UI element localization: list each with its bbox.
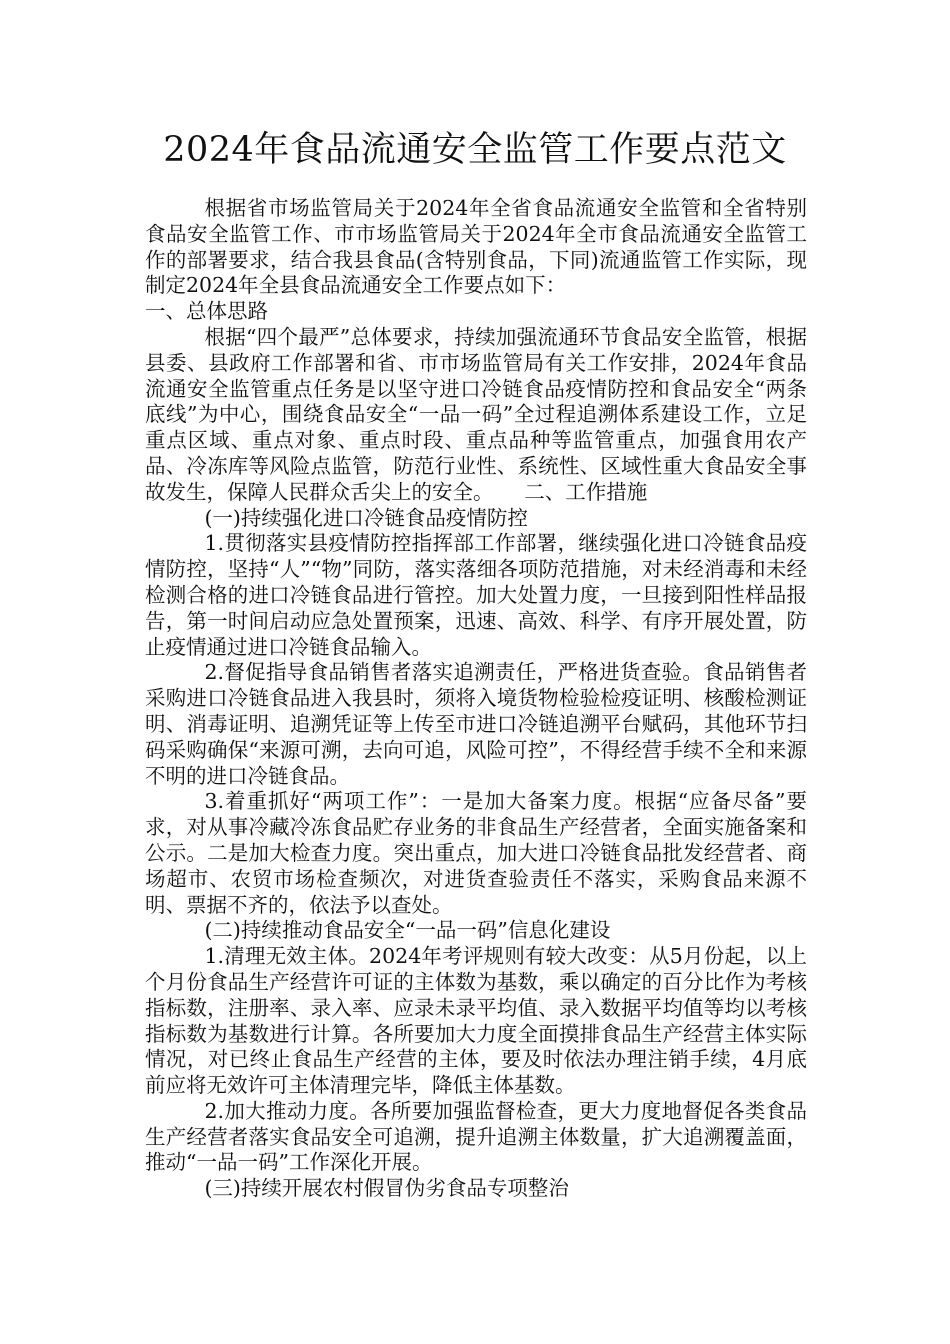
section-heading-overall-approach: 一、总体思路	[145, 299, 268, 324]
subsection-heading-cold-chain: (一)持续强化进口冷链食品疫情防控	[204, 505, 528, 530]
overall-approach-paragraph: 根据“四个最严”总体要求，持续加强流通环节食品安全监管，根据县委、县政府工作部署和省、市市场监管局有关工作安排，2024年食品流通安全监管重点任务是以坚守进口冷链食品疫情防控和食品安全“两条底线”为中心，围绕食品安全“一品一码”全过程追溯体系建设工作，立足重点区域、重点对象、重点时段、重点品种等监管重点，加强食用农产品、冷冻库等风险点监管，防范行业性、系统性、区域性重大食品安全事故发生，保障人民群众舌尖上的安全。 二、工作措施	[145, 324, 807, 504]
intro-paragraph: 根据省市场监管局关于2024年全省食品流通安全监管和全省特别食品安全监管工作、市市场监管局关于2024年全市食品流通安全监管工作的部署要求，结合我县食品(含特别食品，下同)流通监管工作实际，现制定2024年全县食品流通安全工作要点如下：	[145, 196, 807, 298]
cold-chain-item-3: 3.着重抓好“两项工作”：一是加大备案力度。根据“应备尽备”要求，对从事冷藏冷冻食品贮存业务的非食品生产经营者，全面实施备案和公示。二是加大检查力度。突出重点，加大进口冷链食品批发经营者、商场超市、农贸市场检查频次，对进货查验责任不落实，采购食品来源不明、票据不齐的，依法予以查处。	[145, 789, 807, 917]
cold-chain-item-1: 1.贯彻落实县疫情防控指挥部工作部署，继续强化进口冷链食品疫情防控，坚持“人”“物”同防，落实落细各项防范措施，对未经消毒和未经检测合格的进口冷链食品进行管控。加大处置力度，一旦接到阳性样品报告，第一时间启动应急处置预案，迅速、高效、科学、有序开展处置，防止疫情通过进口冷链食品输入。	[145, 531, 807, 659]
document-body	[145, 196, 807, 1202]
one-code-item-1: 1.清理无效主体。2024年考评规则有较大改变：从5月份起，以上个月份食品生产经营许可证的主体数为基数，乘以确定的百分比作为考核指标数，注册率、录入率、应录未录平均值、录入数据平均值等均以考核指标数为基数进行计算。各所要加大力度全面摸排食品生产经营主体实际情况，对已终止食品生产经营的主体，要及时依法办理注销手续，4月底前应将无效许可主体清理完毕，降低主体基数。	[145, 944, 807, 1098]
subsection-heading-rural-counterfeit: (三)持续开展农村假冒伪劣食品专项整治	[204, 1176, 569, 1201]
one-code-item-2: 2.加大推动力度。各所要加强监督检查，更大力度地督促各类食品生产经营者落实食品安全可追溯，提升追溯主体数量，扩大追溯覆盖面，推动“一品一码”工作深化开展。	[145, 1098, 807, 1175]
subsection-heading-one-product-one-code: (二)持续推动食品安全“一品一码”信息化建设	[204, 918, 611, 943]
cold-chain-item-2: 2.督促指导食品销售者落实追溯责任，严格进货查验。食品销售者采购进口冷链食品进入我县时，须将入境货物检验检疫证明、核酸检测证明、消毒证明、追溯凭证等上传至市进口冷链追溯平台赋码，其他环节扫码采购确保“来源可溯，去向可追，风险可控”，不得经营手续不全和来源不明的进口冷链食品。	[145, 660, 807, 788]
document-title: 2024年食品流通安全监管工作要点范文	[163, 130, 787, 170]
